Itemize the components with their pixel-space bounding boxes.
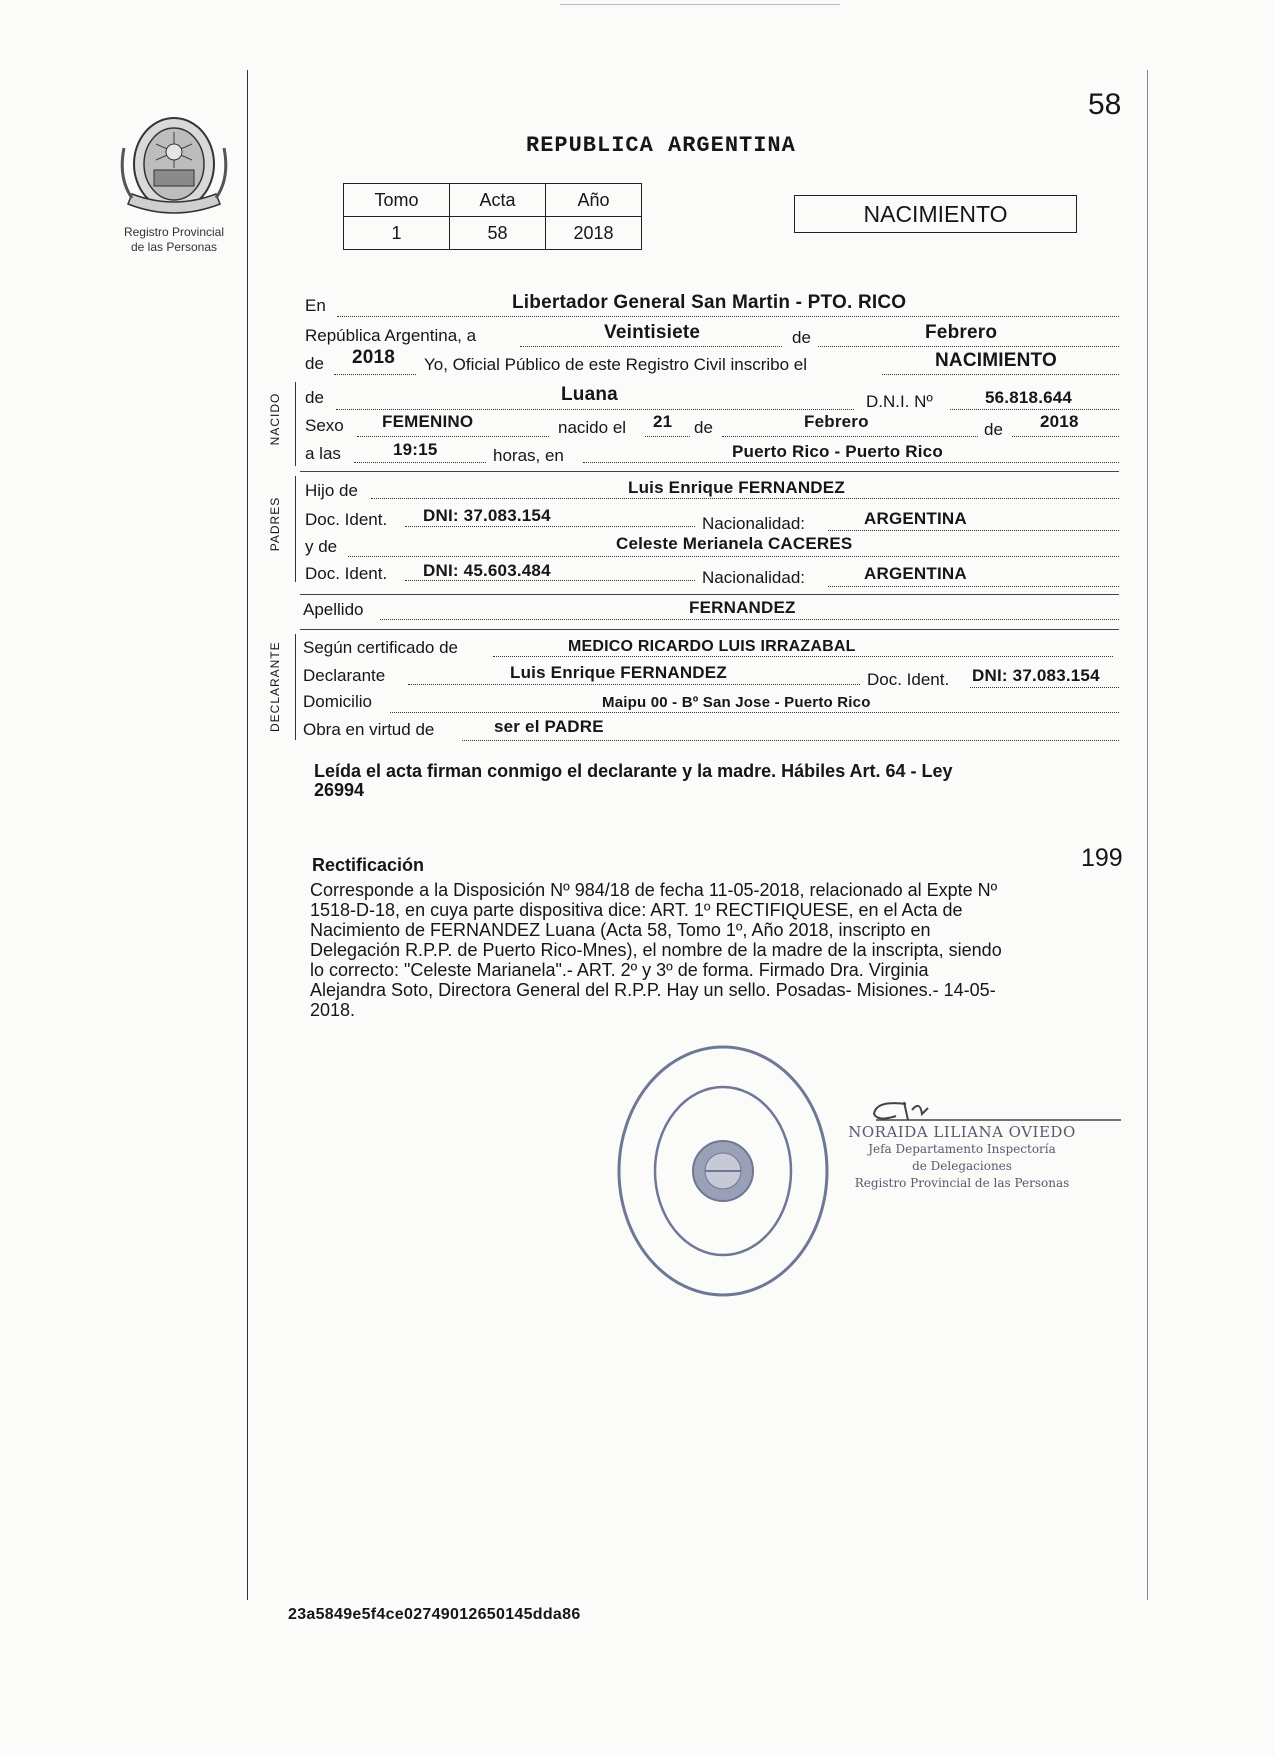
a-las-label: a las [305, 444, 341, 463]
father-doc-dots [405, 526, 695, 527]
nacido-side-label: NACIDO [268, 392, 282, 446]
tomo-header: Tomo [344, 184, 450, 217]
tomo-value: 1 [344, 217, 450, 250]
tomo-acta-anio-table [343, 183, 642, 250]
birth-place: Puerto Rico - Puerto Rico [732, 442, 943, 461]
document-hash: 23a5849e5f4ce02749012650145dda86 [288, 1606, 581, 1623]
domicilio-value: Maipu 00 - Bº San Jose - Puerto Rico [602, 694, 871, 711]
apellido-dots [380, 619, 1119, 620]
birth-year-dots [1012, 436, 1119, 437]
year-dots [334, 374, 416, 375]
type-dots [882, 374, 1119, 375]
birth-day-dots [645, 436, 690, 437]
declarante-side-label: DECLARANTE [268, 641, 282, 732]
oficial-label: Yo, Oficial Público de este Registro Civil inscribo el [424, 355, 807, 374]
declarante-doc-label: Doc. Ident. [867, 670, 950, 689]
declarante-doc: DNI: 37.083.154 [972, 666, 1100, 685]
province-logo [118, 108, 230, 224]
year-value: 2018 [352, 347, 396, 368]
rectificacion-number: 199 [1081, 844, 1123, 872]
signature-title-3: Registro Provincial de las Personas [854, 1176, 1070, 1190]
rectificacion-line: Corresponde a la Disposición Nº 984/18 de fecha 11-05-2018, relacionado al Expte Nº [310, 880, 998, 900]
signature-block [842, 1124, 1082, 1192]
declarante-bracket [295, 634, 296, 740]
rectificacion-title: Rectificación [312, 855, 425, 875]
acta-header: Acta [450, 184, 546, 217]
closing-line-1: Leída el acta firman conmigo el declarante y la madre. Hábiles Art. 64 - Ley [314, 761, 953, 781]
apellido-value: FERNANDEZ [689, 598, 796, 617]
mother-nat-label: Nacionalidad: [702, 568, 806, 587]
mother-nationality: ARGENTINA [864, 564, 967, 583]
domicilio-label: Domicilio [303, 692, 372, 711]
record-type-box [794, 195, 1077, 233]
logo-caption-line1: Registro Provincial [123, 225, 225, 239]
horas-label: horas, en [493, 446, 564, 465]
declarante-name: Luis Enrique FERNANDEZ [510, 663, 727, 682]
rectificacion-body [310, 880, 1105, 1020]
birth-time: 19:15 [393, 440, 438, 459]
mother-name: Celeste Merianela CACERES [616, 534, 853, 553]
en-label: En [305, 296, 326, 315]
declarante-doc-dots [970, 687, 1119, 688]
rectificacion-line: Nacimiento de FERNANDEZ Luana (Acta 58, Tomo 1º, Año 2018, inscripto en [310, 920, 931, 940]
sexo-dots [357, 436, 549, 437]
scan-edge-artifact [560, 4, 840, 5]
de-label-1: de [792, 328, 811, 347]
rectificacion-line: Alejandra Soto, Directora General del R.P.P. Hay un sello. Posadas- Misiones.- 14-05- [310, 980, 996, 1000]
father-nat-dots [828, 530, 1119, 531]
apellido-label: Apellido [303, 600, 364, 619]
province-seal-icon [118, 108, 230, 224]
mother-dots [348, 556, 1119, 557]
mother-doc: DNI: 45.603.484 [423, 561, 551, 580]
dni-label: D.N.I. Nº [866, 392, 933, 411]
father-doc: DNI: 37.083.154 [423, 506, 551, 525]
name-dots [336, 409, 854, 410]
separator-apellido [300, 629, 1119, 630]
separator-padres [300, 594, 1119, 595]
nacido-bracket [295, 382, 296, 466]
mother-doc-label: Doc. Ident. [305, 564, 388, 583]
padres-bracket [295, 476, 296, 582]
father-nationality: ARGENTINA [864, 509, 967, 528]
obra-label: Obra en virtud de [303, 720, 435, 739]
signature-title-2: de Delegaciones [912, 1159, 1012, 1173]
birth-de-label-2: de [984, 420, 1003, 439]
signature-icon [856, 1096, 1126, 1126]
page-number: 58 [1088, 88, 1122, 121]
closing-text [314, 762, 1094, 800]
birth-day: 21 [653, 412, 673, 431]
en-value: Libertador General San Martin - PTO. RICO [512, 292, 907, 313]
declarante-dots [408, 684, 860, 685]
declarante-label: Declarante [303, 666, 386, 685]
day-dots [520, 346, 782, 347]
anio-value: 2018 [546, 217, 642, 250]
obra-dots [462, 740, 1119, 741]
birth-month-dots [722, 436, 978, 437]
logo-caption [108, 225, 240, 255]
mother-nat-dots [828, 586, 1119, 587]
record-type: NACIMIENTO [863, 201, 1008, 227]
rectificacion-line: Delegación R.P.P. de Puerto Rico-Mnes), el nombre de la madre de la inscripta, siendo [310, 940, 1002, 960]
stamp-seal-icon [612, 1040, 834, 1302]
time-dots [354, 462, 486, 463]
signature-scribble [856, 1096, 1126, 1126]
month-dots [818, 346, 1119, 347]
birth-month: Febrero [804, 412, 869, 431]
acta-value: 58 [450, 217, 546, 250]
de-label-2: de [305, 354, 324, 373]
right-margin-rule [1147, 70, 1148, 1600]
anio-header: Año [546, 184, 642, 217]
signature-name: NORAIDA LILIANA OVIEDO [848, 1123, 1076, 1141]
country-title: REPUBLICA ARGENTINA [526, 133, 796, 158]
republica-label: República Argentina, a [305, 326, 477, 345]
signature-title-1: Jefa Departamento Inspectoría [868, 1142, 1056, 1156]
month-value: Febrero [925, 322, 998, 343]
place-dots [583, 462, 1119, 463]
dni-dots [950, 409, 1119, 410]
en-dots [337, 316, 1119, 317]
type-value: NACIMIENTO [935, 350, 1057, 371]
child-name: Luana [561, 384, 618, 405]
closing-line-2: 26994 [314, 780, 365, 800]
padres-side-label: PADRES [268, 496, 282, 552]
cert-value: MEDICO RICARDO LUIS IRRAZABAL [568, 638, 856, 655]
nacido-de-label: de [305, 388, 324, 407]
birth-year: 2018 [1040, 412, 1079, 431]
sexo-label: Sexo [305, 416, 344, 435]
day-words: Veintisiete [604, 322, 701, 343]
cert-label: Según certificado de [303, 638, 458, 657]
father-dots [371, 498, 1119, 499]
left-margin-rule [247, 70, 248, 1600]
obra-value: ser el PADRE [494, 717, 604, 736]
y-de-label: y de [305, 537, 338, 556]
father-nat-label: Nacionalidad: [702, 514, 806, 533]
father-doc-label: Doc. Ident. [305, 510, 388, 529]
rectificacion-line: 2018. [310, 1000, 356, 1020]
official-stamp [612, 1040, 834, 1302]
rectificacion-line: 1518-D-18, en cuya parte dispositiva dice: ART. 1º RECTIFIQUESE, en el Acta de [310, 900, 963, 920]
hijo-de-label: Hijo de [305, 481, 358, 500]
birth-de-label-1: de [694, 418, 713, 437]
separator-nacido [300, 471, 1119, 472]
child-dni: 56.818.644 [985, 388, 1073, 407]
nacido-el-label: nacido el [558, 418, 627, 437]
rectificacion-line: lo correcto: "Celeste Marianela".- ART. 2º y 3º de forma. Firmado Dra. Virginia [310, 960, 929, 980]
father-name: Luis Enrique FERNANDEZ [628, 478, 845, 497]
sexo-value: FEMENINO [382, 412, 474, 431]
logo-caption-line2: de las Personas [130, 240, 218, 254]
